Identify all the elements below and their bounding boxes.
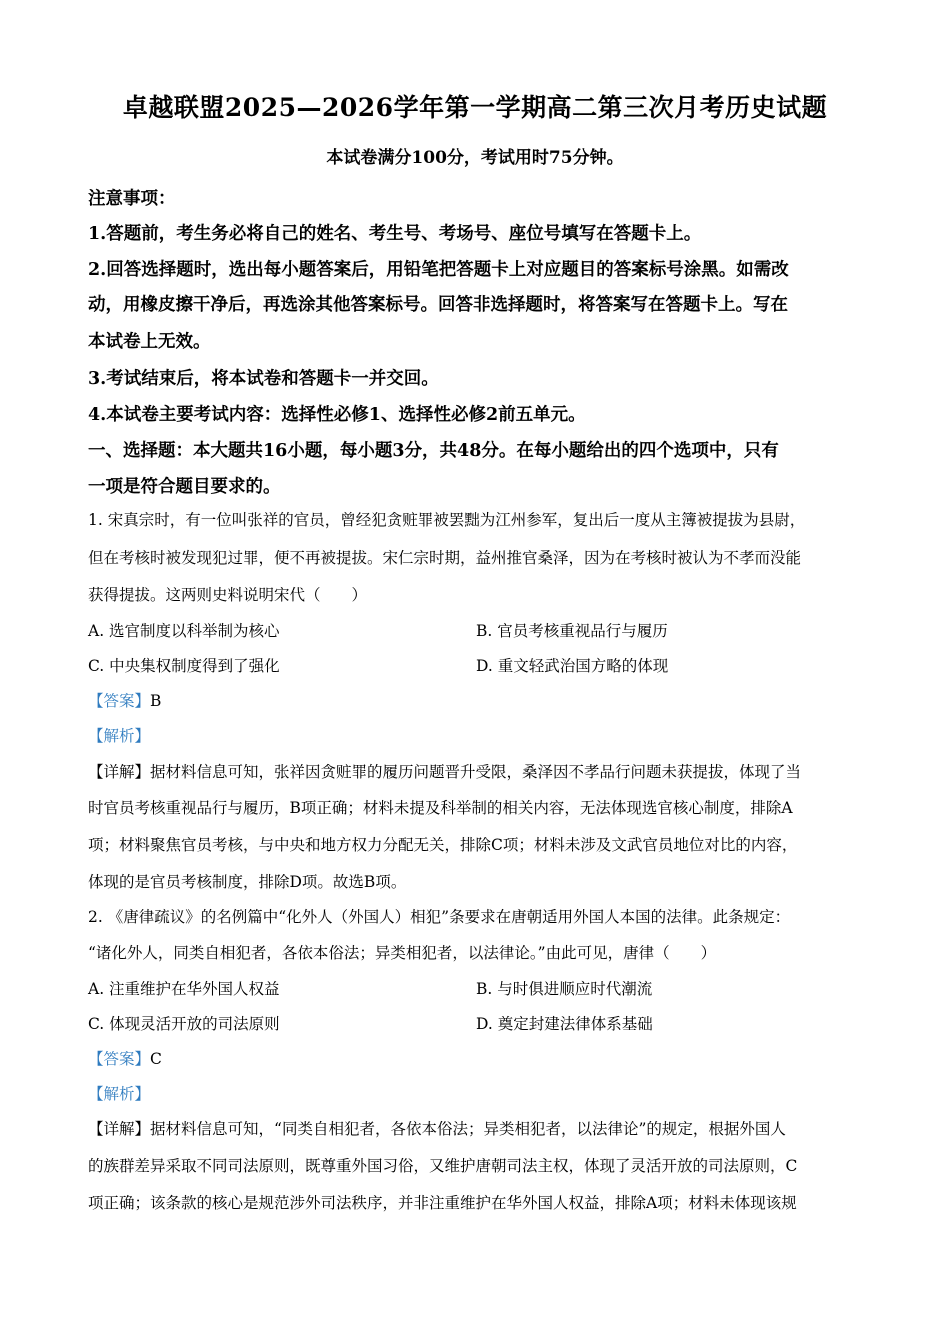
detail-line xyxy=(88,1117,786,1139)
section-heading: 一、选择题：本大题共16小题，每小题3分，共48分。在每小题给出的四个选项中，只有 xyxy=(88,441,779,461)
notice-line: 2.回答选择题时，选出每小题答案后，用铅笔把答题卡上对应题目的答案标号涂黑。如需改 xyxy=(88,260,789,280)
detail-tag: 【详解】 xyxy=(88,1120,151,1138)
option-a: A. 选官制度以科举制为核心 xyxy=(88,622,280,640)
notice-heading: 注意事项： xyxy=(88,189,176,209)
option-c: C. 体现灵活开放的司法原则 xyxy=(88,1015,280,1033)
detail-line: 项正确；该条款的核心是规范涉外司法秩序，并非注重维护在华外国人权益，排除A项；材料未体现该规 xyxy=(88,1194,797,1212)
detail-line: 的族群差异采取不同司法原则，既尊重外国习俗，又维护唐朝司法主权，体现了灵活开放的司法原则，C xyxy=(88,1157,798,1175)
answer-value: B xyxy=(150,692,162,710)
option-b: B. 与时俱进顺应时代潮流 xyxy=(476,980,653,998)
detail-text: 据材料信息可知，“同类自相犯者，各依本俗法；异类相犯者，以法律论”的规定，根据外国人 xyxy=(150,1120,786,1138)
answer-line xyxy=(88,1047,162,1069)
analysis-tag: 【解析】 xyxy=(88,1085,151,1103)
notice-line: 4.本试卷主要考试内容：选择性必修1、选择性必修2前五单元。 xyxy=(88,405,586,425)
detail-line: 项；材料聚焦官员考核，与中央和地方权力分配无关，排除C项；材料未涉及文武官员地位对比的内容， xyxy=(88,836,798,854)
answer-line xyxy=(88,689,161,711)
question-stem: 1. 宋真宗时，有一位叫张祥的官员，曾经犯贪赃罪被罢黜为江州参军，复出后一度从主簿被提拔为县尉， xyxy=(88,511,806,529)
option-d: D. 奠定封建法律体系基础 xyxy=(476,1015,653,1033)
exam-info: 本试卷满分100分，考试用时75分钟。 xyxy=(326,148,624,168)
detail-tag: 【详解】 xyxy=(88,763,151,781)
question-stem: “诸化外人，同类自相犯者，各依本俗法；异类相犯者，以法律论。”由此可见，唐律（ ） xyxy=(88,944,717,962)
answer-value: C xyxy=(150,1050,162,1068)
option-a: A. 注重维护在华外国人权益 xyxy=(88,980,280,998)
question-stem: 2. 《唐律疏议》的名例篇中“化外人（外国人）相犯”条要求在唐朝适用外国人本国的法律。此条规定： xyxy=(88,908,791,926)
option-d: D. 重文轻武治国方略的体现 xyxy=(476,657,669,675)
detail-text: 据材料信息可知，张祥因贪赃罪的履历问题晋升受限，桑泽因不孝品行问题未获提拔，体现了当 xyxy=(150,763,802,781)
detail-line: 时官员考核重视品行与履历，B项正确；材料未提及科举制的相关内容，无法体现选官核心制度，排除A xyxy=(88,799,793,817)
analysis-tag: 【解析】 xyxy=(88,727,151,745)
option-b: B. 官员考核重视品行与履历 xyxy=(476,622,668,640)
notice-line: 3.考试结束后，将本试卷和答题卡一并交回。 xyxy=(88,369,439,389)
notice-line: 本试卷上无效。 xyxy=(88,332,211,352)
option-c: C. 中央集权制度得到了强化 xyxy=(88,657,280,675)
answer-tag: 【答案】 xyxy=(88,692,151,710)
answer-tag: 【答案】 xyxy=(88,1050,151,1068)
notice-line: 动，用橡皮擦干净后，再选涂其他答案标号。回答非选择题时，将答案写在答题卡上。写在 xyxy=(88,295,788,315)
page-title: 卓越联盟2025—2026学年第一学期高二第三次月考历史试题 xyxy=(122,93,828,122)
question-stem: 获得提拔。这两则史料说明宋代（ ） xyxy=(88,586,368,604)
question-stem: 但在考核时被发现犯过罪，便不再被提拔。宋仁宗时期，益州推官桑泽，因为在考核时被认为不孝而没能 xyxy=(88,549,802,567)
notice-line: 1.答题前，考生务必将自己的姓名、考生号、考场号、座位号填写在答题卡上。 xyxy=(88,224,702,244)
section-heading-cont: 一项是符合题目要求的。 xyxy=(88,477,281,497)
detail-line: 体现的是官员考核制度，排除D项。故选B项。 xyxy=(88,873,407,891)
detail-line xyxy=(88,760,801,782)
